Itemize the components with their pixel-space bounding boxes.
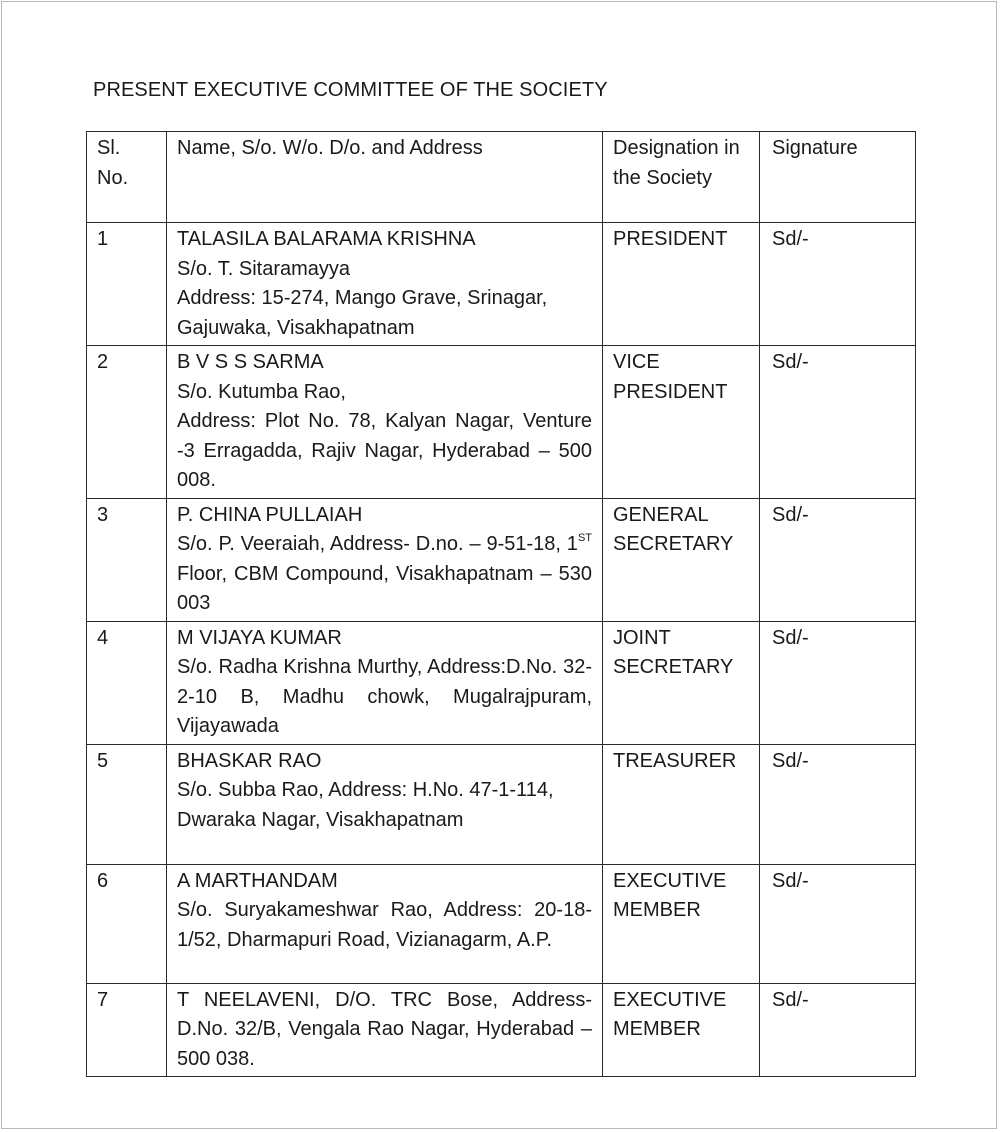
name-address-cell	[167, 346, 603, 499]
sl-no-cell: 6	[87, 864, 167, 983]
header-name-address: Name, S/o. W/o. D/o. and Address	[167, 132, 603, 223]
member-relation: S/o. Kutumba Rao,	[177, 380, 346, 403]
signature-cell: Sd/-	[760, 864, 916, 983]
signature-cell: Sd/-	[760, 983, 916, 1077]
member-details: S/o. Subba Rao, Address: H.No. 47-1-114, Dwaraka Nagar, Visakhapatnam	[177, 779, 554, 831]
member-relation: S/o. T. Sitaramayya	[177, 257, 351, 280]
designation-cell: TREASURER	[603, 744, 760, 864]
header-sl-no: Sl. No.	[87, 132, 167, 223]
signature-cell: Sd/-	[760, 346, 916, 499]
table-header-row	[87, 132, 916, 223]
sl-no-cell: 7	[87, 983, 167, 1077]
sl-no-cell: 5	[87, 744, 167, 864]
table-row	[87, 983, 916, 1077]
designation-cell: GENERAL SECRETARY	[603, 498, 760, 621]
member-details: S/o. Radha Krishna Murthy, Address:D.No. 32-2-10 B, Madhu chowk, Mugalrajpuram, Vijayawada	[177, 656, 592, 737]
name-address-cell	[167, 223, 603, 346]
member-details: T NEELAVENI, D/O. TRC Bose, Address-D.No. 32/B, Vengala Rao Nagar, Hyderabad – 500 038.	[177, 988, 592, 1070]
table-row	[87, 498, 916, 621]
name-address-cell	[167, 864, 603, 983]
member-details: S/o. Suryakameshwar Rao, Address: 20-18-1/52, Dharmapuri Road, Vizianagarm, A.P.	[177, 899, 592, 951]
member-details-text: S/o. P. Veeraiah, Address- D.no. – 9-51-18, 1	[177, 533, 578, 555]
table-row	[87, 744, 916, 864]
signature-cell: Sd/-	[760, 223, 916, 346]
designation-cell: VICE PRESIDENT	[603, 346, 760, 499]
name-address-cell	[167, 744, 603, 864]
signature-cell: Sd/-	[760, 621, 916, 744]
header-signature: Signature	[760, 132, 916, 223]
member-name: P. CHINA PULLAIAH	[177, 503, 363, 526]
sl-no-cell: 1	[87, 223, 167, 346]
signature-cell: Sd/-	[760, 744, 916, 864]
table-row	[87, 621, 916, 744]
signature-cell: Sd/-	[760, 498, 916, 621]
member-name: BHASKAR RAO	[177, 749, 322, 772]
member-address: Address: Plot No. 78, Kalyan Nagar, Venture -3 Erragadda, Rajiv Nagar, Hyderabad – 500 008.	[177, 410, 592, 491]
designation-cell: EXECUTIVE MEMBER	[603, 983, 760, 1077]
document-title: PRESENT EXECUTIVE COMMITTEE OF THE SOCIETY	[93, 79, 608, 101]
committee-table	[86, 131, 916, 1077]
ordinal-suffix: ST	[577, 532, 592, 544]
name-address-cell	[167, 621, 603, 744]
table-row	[87, 223, 916, 346]
member-name: A MARTHANDAM	[177, 869, 338, 892]
member-name: B V S S SARMA	[177, 351, 324, 373]
name-address-cell	[167, 983, 603, 1077]
header-designation: Designation in the Society	[603, 132, 760, 223]
designation-cell: JOINT SECRETARY	[603, 621, 760, 744]
member-name: TALASILA BALARAMA KRISHNA	[177, 228, 476, 250]
member-details-text-cont: Floor, CBM Compound, Visakhapatnam – 530 003	[177, 562, 592, 614]
table-row	[87, 346, 916, 499]
member-details	[177, 530, 592, 619]
name-address-cell	[167, 498, 603, 621]
sl-no-cell: 2	[87, 346, 167, 499]
member-address: Address: 15-274, Mango Grave, Srinagar, Gajuwaka, Visakhapatnam	[177, 287, 548, 339]
member-name: M VIJAYA KUMAR	[177, 626, 342, 649]
designation-cell: PRESIDENT	[603, 223, 760, 346]
table-row	[87, 864, 916, 983]
sl-no-cell: 3	[87, 498, 167, 621]
sl-no-cell: 4	[87, 621, 167, 744]
designation-cell: EXECUTIVE MEMBER	[603, 864, 760, 983]
